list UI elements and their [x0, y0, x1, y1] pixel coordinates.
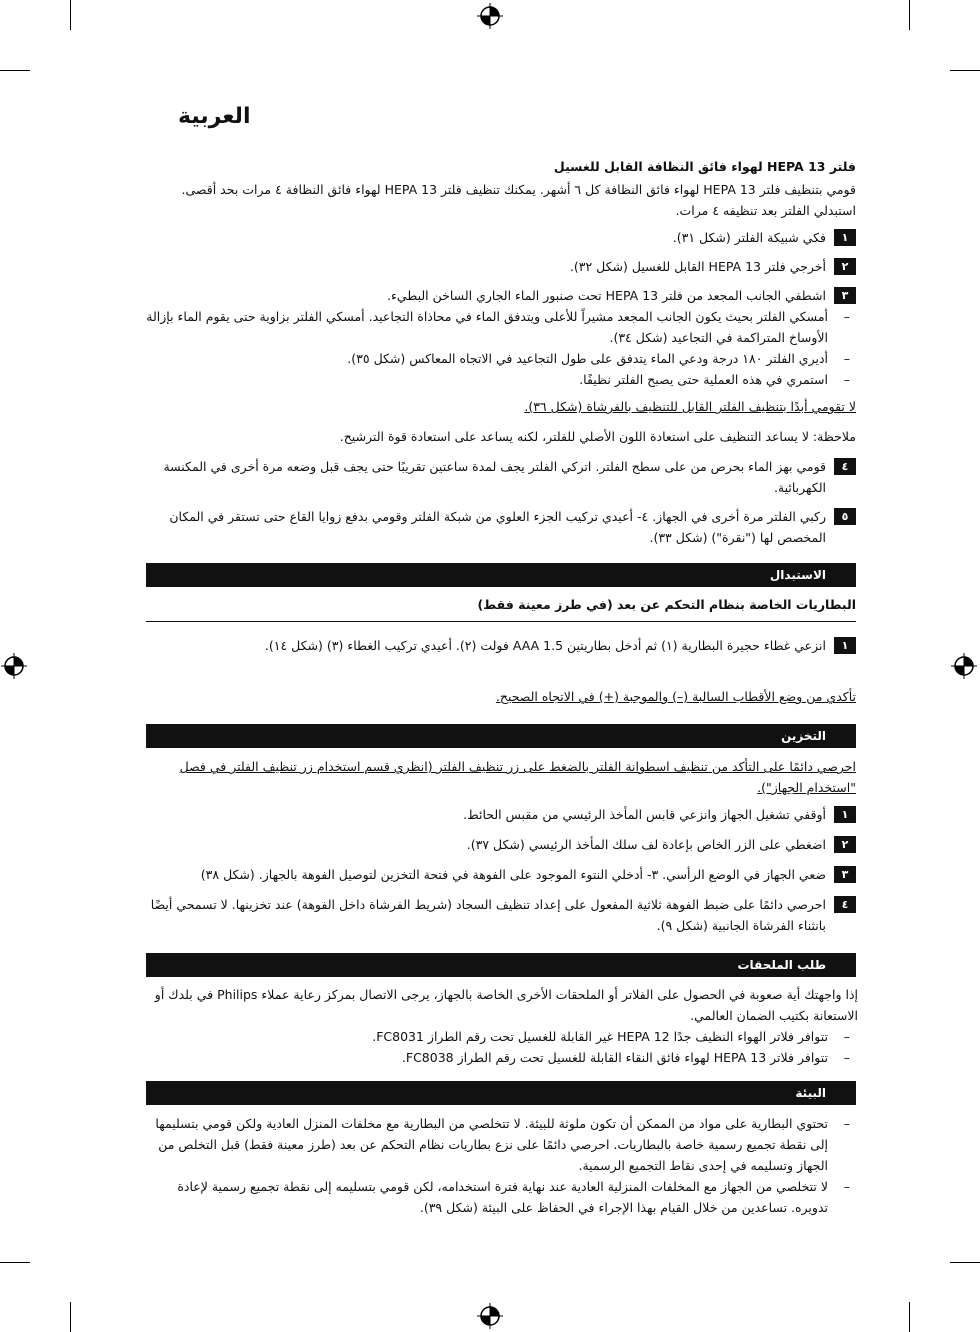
- divider: [146, 621, 856, 622]
- filter-step: [146, 456, 856, 498]
- step-number: ٥: [834, 508, 856, 525]
- storage-step: [146, 894, 856, 936]
- step-text: اضغطي على الزر الخاص بإعادة لف سلك المأخذ الرئيسي (شكل ٣٧).: [466, 837, 826, 852]
- crop-mark: [0, 70, 30, 71]
- filter-step: [146, 285, 856, 306]
- section-bar: طلب الملحقات: [146, 953, 856, 977]
- storage-step: [146, 864, 856, 885]
- section-bar: الاستبدال: [146, 563, 856, 587]
- crop-mark: [909, 1302, 910, 1332]
- crop-mark: [70, 0, 71, 30]
- section-subheading: البطاريات الخاصة بنظام التحكم عن بعد (في طرز معينة فقط): [477, 597, 856, 612]
- step-text: أوقفي تشغيل الجهاز وانزعي قابس المأخذ الرئيسي من مقبس الحائط.: [463, 807, 826, 822]
- storage-step: [146, 834, 856, 855]
- warning: لا تقومي أبدًا بتنظيف الفلتر القابل للتنظيف بالفرشاة (شكل ٣٦).: [524, 399, 856, 414]
- section-heading: فلتر HEPA 13 لهواء فائق النظافة القابل للغسيل: [553, 159, 856, 174]
- step-text: اشطفي الجانب المجعد من فلتر HEPA 13 تحت صنبور الماء الجاري الساخن البطيء.: [387, 288, 826, 303]
- crop-mark: [0, 1262, 30, 1263]
- step-number: ٣: [834, 866, 856, 883]
- crop-mark: [950, 1262, 980, 1263]
- replacement-section: [146, 563, 856, 622]
- section-bar: البيئة: [146, 1081, 856, 1105]
- section-bar: التخزين: [146, 724, 856, 748]
- registration-mark-icon: [477, 3, 503, 29]
- crop-mark: [950, 70, 980, 71]
- registration-mark-icon: [1, 653, 27, 679]
- registration-mark-icon: [477, 1303, 503, 1329]
- language-title: العربية: [178, 104, 251, 129]
- step-number: ١: [834, 229, 856, 246]
- step-text: ركبي الفلتر مرة أخرى في الجهاز. ٤- أعيدي تركيب الجزء العلوي من شبكة الفلتر وقومي بدفع زوايا القاع حتى تستقر في المكان المخصص لها ("نقرة") (شكل ٣٣).: [169, 509, 826, 545]
- storage-warning: احرصي دائمًا على التأكد من تنظيف اسطوانة الفلتر بالضغط على زر تنظيف الفلتر (انظري قسم استخدام زر تنظيف الفلتر في فصل "استخدام الجهاز").: [179, 759, 856, 795]
- step-number: ٤: [834, 458, 856, 475]
- accessories-section: [146, 953, 856, 1068]
- list-item: – أمسكي الفلتر بحيث يكون الجانب المجعد مشيراً للأعلى ويتدفق الماء في محاذاة التجاعيد. أمسكي الفلتر بزاوية حتى يقوم الماء بإزالة الأوساخ المتراكمة في التجاعيد (شكل ٣٤).: [146, 306, 856, 348]
- filter-intro: قومي بتنظيف فلتر HEPA 13 لهواء فائق النظافة كل ٦ أشهر. يمكنك تنظيف فلتر HEPA 13 لهواء فائق النظافة ٤ مرات بحد أقصى. استبدلي الفلتر بعد تنظيفه ٤ مرات.: [181, 182, 856, 218]
- list-item: – تتوافر فلاتر الهواء النظيف جدًا HEPA 12 غير القابلة للغسيل تحت رقم الطراز FC8031.: [146, 1026, 856, 1047]
- step-text: ضعي الجهاز في الوضع الرأسي. ٣- أدخلي النتوء الموجود على الفوهة في فتحة التخزين لتوصيل الفوهة بالجهاز. (شكل ٣٨): [200, 867, 826, 882]
- step-text: انزعي غطاء حجيرة البطارية (١) ثم أدخل بطاريتين AAA 1.5 فولت (٢). أعيدي تركيب الغطاء (٣) (شكل ١٤).: [264, 638, 826, 653]
- list-item: – استمري في هذه العملية حتى يصبح الفلتر نظيفًا.: [146, 369, 856, 390]
- filter-section: [146, 156, 856, 221]
- crop-mark: [909, 0, 910, 30]
- crop-mark: [70, 1302, 71, 1332]
- filter-step: [146, 227, 856, 248]
- step-text: احرصي دائمًا على ضبط الفوهة ثلاثية المفعول على إعداد تنظيف السجاد (شريط الفرشاة داخل الفوهة) عند تخزينها. لا تسمحي أيضًا بانثناء الفرشاة الجانبية (شكل ٩).: [150, 897, 826, 933]
- step-number: ٢: [834, 258, 856, 275]
- list-item: – أديري الفلتر ١٨٠ درجة ودعي الماء يتدفق على طول التجاعيد في الاتجاه المعاكس (شكل ٣٥).: [146, 348, 856, 369]
- filter-step: [146, 256, 856, 277]
- list-item: – لا تتخلصي من الجهاز مع المخلفات المنزلية العادية عند نهاية فترة استخدامه، لكن قومي بتسليمه إلى نقطة تجميع رسمية لإعادة تدويره. تساعدين من خلال القيام بهذا الإجراء في الحفاظ على البيئة (شكل ٣٩).: [146, 1176, 856, 1218]
- replacement-step: [146, 635, 856, 656]
- list-item: – تتوافر فلاتر HEPA 13 لهواء فائق النقاء القابلة للغسيل تحت رقم الطراز FC8038.: [146, 1047, 856, 1068]
- step-number: ٤: [834, 896, 856, 913]
- list-item: – تحتوي البطارية على مواد من الممكن أن تكون ملوثة للبيئة. لا تتخلصي من البطارية مع مخلفات المنزل العادية ولكن قومي بتسليمها إلى نقطة تجميع رسمية خاصة بالبطاريات. احرصي دائمًا على نزع بطاريات نظام التحكم عن بعد (طرز معينة فقط) قبل التخلص من الجهاز وتسليمه في إحدى نقاط التجميع الرسمية.: [146, 1113, 856, 1176]
- step-number: ١: [834, 637, 856, 654]
- step-text: قومي بهز الماء بحرص من على سطح الفلتر. اتركي الفلتر يجف لمدة ساعتين تقريبًا حتى يجف قبل وضعه مرة أخرى في المكنسة الكهربائية.: [163, 459, 826, 495]
- step-number: ٣: [834, 287, 856, 304]
- registration-mark-icon: [951, 653, 977, 679]
- storage-section: [146, 724, 856, 798]
- step-number: ٢: [834, 836, 856, 853]
- sub-list: [146, 306, 856, 390]
- step-text: فكي شبيكة الفلتر (شكل ٣١).: [672, 230, 826, 245]
- accessories-text: إذا واجهتك أية صعوبة في الحصول على الفلاتر أو الملحقات الأخرى الخاصة بالجهاز، يرجى الاتصال بمركز رعاية عملاء Philips في بلدك أو الاستعانة بكتيب الضمان العالمي.: [154, 987, 858, 1023]
- check-note: تأكدي من وضع الأقطاب السالبة (–) والموجبة (+) في الاتجاه الصحيح.: [495, 689, 856, 704]
- note: ملاحظة: لا يساعد التنظيف على استعادة اللون الأصلي للفلتر، لكنه يساعد على استعادة قوة الترشيح.: [339, 429, 856, 444]
- step-text: أخرجي فلتر HEPA 13 القابل للغسيل (شكل ٣٢).: [569, 259, 826, 274]
- storage-step: [146, 804, 856, 825]
- filter-step: [146, 506, 856, 548]
- step-number: ١: [834, 806, 856, 823]
- environment-section: [146, 1081, 856, 1218]
